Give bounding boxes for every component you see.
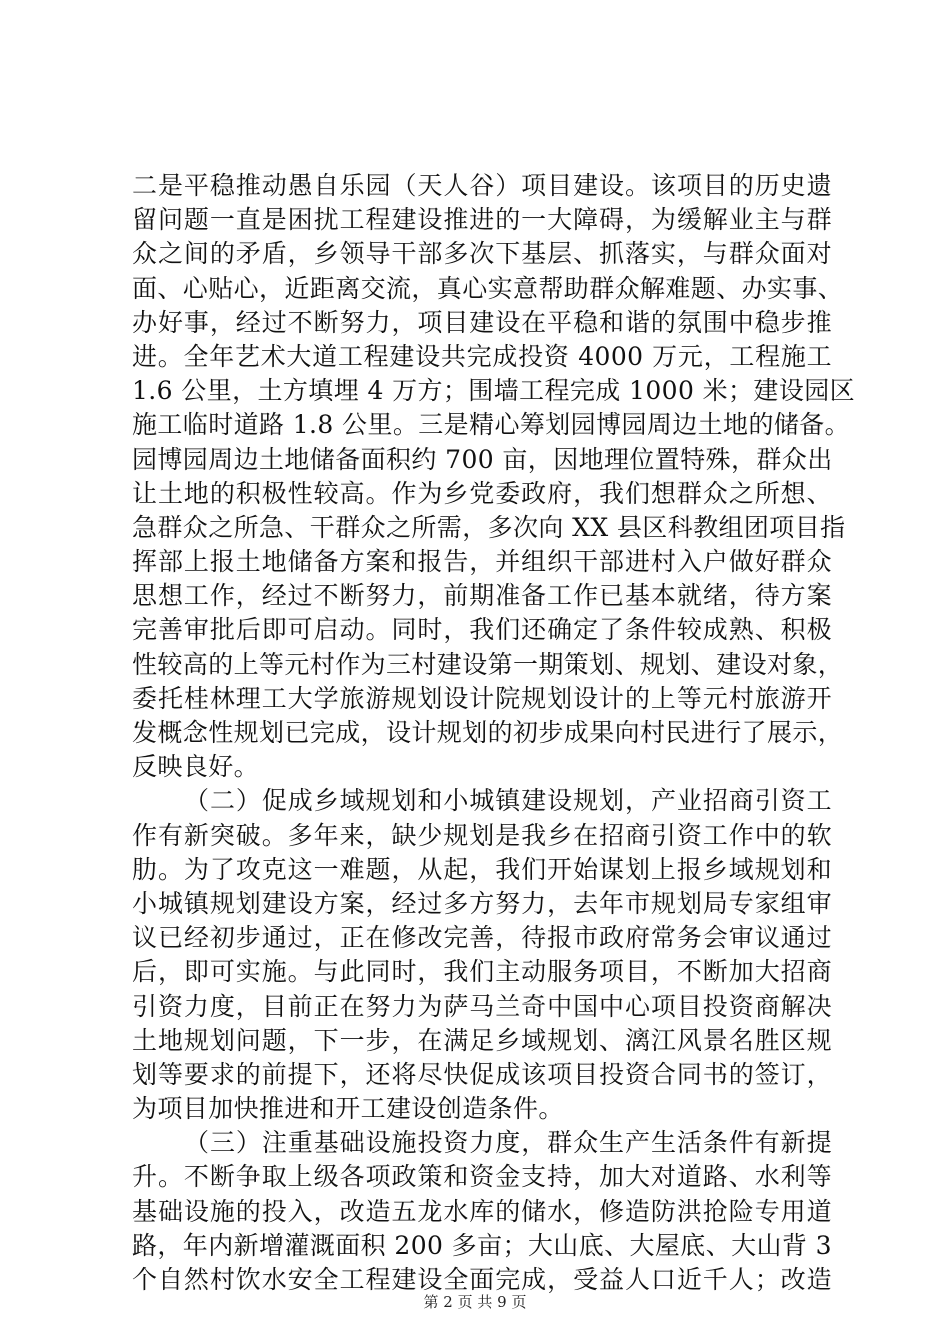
text-line: 肋。为了攻克这一难题，从起，我们开始谋划上报乡域规划和 [132,854,832,884]
text-line: 施工临时道路 1.8 公里。三是精心筹划园博园周边土地的储备。 [132,410,851,440]
text-line: 留问题一直是困扰工程建设推进的一大障碍，为缓解业主与群 [132,205,832,235]
paragraph-heading-line: （三）注重基础设施投资力度，群众生产生活条件有新提 [184,1128,832,1158]
text-line: 小城镇规划建设方案，经过多方努力，去年市规划局专家组审 [132,888,832,918]
text-line: 基础设施的投入，改造五龙水库的储水，修造防洪抢险专用道 [132,1196,832,1226]
text-line: 二是平稳推动愚自乐园（天人谷）项目建设。该项目的历史遗 [132,171,832,200]
text-line: 完善审批后即可启动。同时，我们还确定了条件较成熟、积极 [132,615,832,645]
text-line: 为项目加快推进和开工建设创造条件。 [132,1094,564,1124]
text-line: 1.6 公里，土方填埋 4 万方；围墙工程完成 1000 米；建设园区 [132,376,856,406]
text-line: 升。不断争取上级各项政策和资金支持，加大对道路、水利等 [132,1162,832,1192]
text-line: 园博园周边土地储备面积约 700 亩，因地理位置特殊，群众出 [132,444,833,474]
text-line: 思想工作，经过不断努力，前期准备工作已基本就绪，待方案 [132,581,832,611]
text-line: 性较高的上等元村作为三村建设第一期策划、规划、建设对象， [132,649,844,679]
text-line: 个自然村饮水安全工程建设全面完成，受益人口近千人；改造 [132,1265,832,1294]
paragraph-heading-line: （二）促成乡域规划和小城镇建设规划，产业招商引资工 [184,786,832,816]
text-line: 土地规划问题，下一步，在满足乡域规划、漓江风景名胜区规 [132,1025,832,1055]
text-line: 委托桂林理工大学旅游规划设计院规划设计的上等元村旅游开 [132,683,832,713]
text-line: 众之间的矛盾，乡领导干部多次下基层、抓落实，与群众面对 [132,239,832,269]
text-line: 挥部上报土地储备方案和报告，并组织干部进村入户做好群众 [132,547,832,577]
text-line: 议已经初步通过，正在修改完善，待报市政府常务会审议通过 [132,923,832,953]
text-line: 作有新突破。多年来，缺少规划是我乡在招商引资工作中的软 [132,820,832,850]
text-line: 引资力度，目前正在努力为萨马兰奇中国中心项目投资商解决 [132,991,832,1021]
text-line: 反映良好。 [132,752,260,782]
text-line: 发概念性规划已完成，设计规划的初步成果向村民进行了展示， [132,718,844,747]
text-line: 让土地的积极性较高。作为乡党委政府，我们想群众之所想、 [132,478,832,508]
text-line: 路，年内新增灌溉面积 200 多亩；大山底、大屋底、大山背 3 [132,1230,832,1260]
text-line: 办好事，经过不断努力，项目建设在平稳和谐的氛围中稳步推 [132,307,832,337]
text-line: 进。全年艺术大道工程建设共完成投资 4000 万元，工程施工 [132,341,832,371]
page-number-footer: 第 2 页 共 9 页 [423,1293,527,1311]
text-line: 急群众之所急、干群众之所需，多次向 XX 县区科教组团项目指 [132,512,846,542]
document-body [132,169,856,1297]
text-line: 划等要求的前提下，还将尽快促成该项目投资合同书的签订， [132,1059,832,1089]
text-line: 后，即可实施。与此同时，我们主动服务项目，不断加大招商 [132,957,832,987]
text-line: 面、心贴心，近距离交流，真心实意帮助群众解难题、办实事、 [132,273,844,303]
